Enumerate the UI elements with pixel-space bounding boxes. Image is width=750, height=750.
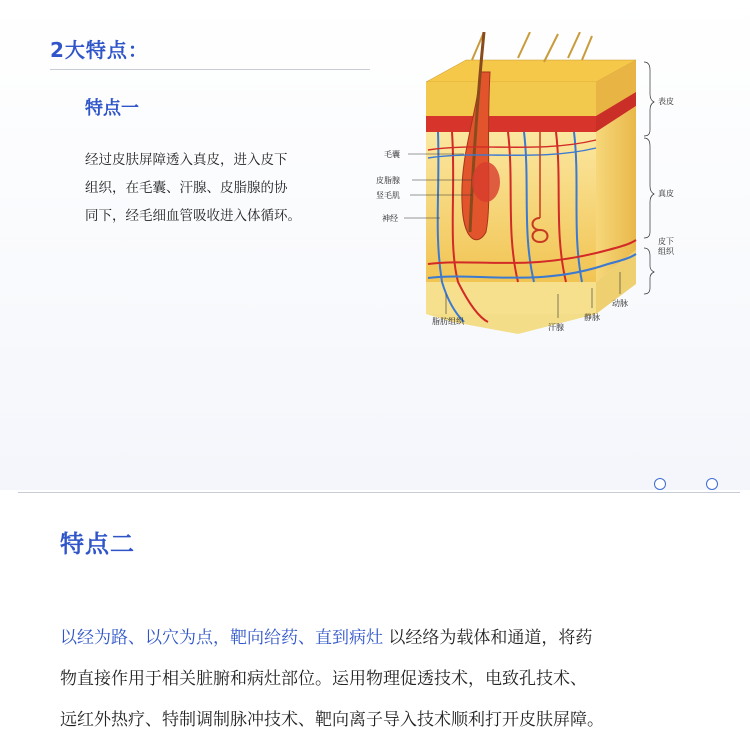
label-erector-muscle: 竖毛肌: [376, 191, 400, 200]
label-hair-follicle: 毛囊: [384, 150, 400, 159]
pager-dot[interactable]: [706, 478, 718, 490]
label-epidermis: 表皮: [658, 97, 674, 106]
feature2-line: 物直接作用于相关脏腑和病灶部位。运用物理促透技术，电致孔技术、: [60, 669, 587, 689]
feature2-text: [60, 618, 740, 741]
label-artery: 动脉: [612, 299, 628, 308]
label-nerve: 神经: [382, 214, 398, 223]
feature2-line: 远红外热疗、特制调制脉冲技术、靶向离子导入技术顺利打开皮肤屏障。: [60, 710, 604, 730]
section-divider: [18, 492, 740, 493]
label-vein: 静脉: [584, 313, 600, 322]
feature2-line1-rest: 以经络为载体和通道，将药: [383, 628, 593, 648]
feature2-title: 特点二: [60, 530, 135, 558]
feature1-line: 同下，经毛细血管吸收进入体循环。: [85, 208, 301, 224]
section-title: 2大特点：: [50, 38, 149, 62]
label-dermis: 真皮: [658, 189, 674, 198]
feature1-line: 经过皮肤屏障透入真皮，进入皮下: [85, 152, 288, 168]
label-sweat-gland: 汗腺: [548, 323, 564, 332]
feature1-text: [85, 146, 355, 230]
feature1-line: 组织，在毛囊、汗腺、皮脂腺的协: [85, 180, 288, 196]
hair-strands: [472, 32, 592, 62]
feature2-highlight: 以经为路、以穴为点，靶向给药、直到病灶: [60, 628, 383, 648]
feature1-title: 特点一: [85, 98, 139, 119]
label-sebaceous-gland: 皮脂腺: [376, 176, 400, 185]
label-subcutaneous: 皮下组织: [658, 237, 674, 256]
label-fat-tissue: 脂肪组织: [432, 317, 464, 326]
pager-dot[interactable]: [654, 478, 666, 490]
feature2-line: [60, 618, 740, 659]
fat-layer: [426, 282, 596, 314]
skin-structure-diagram: [368, 32, 686, 344]
title-divider: [50, 69, 370, 70]
